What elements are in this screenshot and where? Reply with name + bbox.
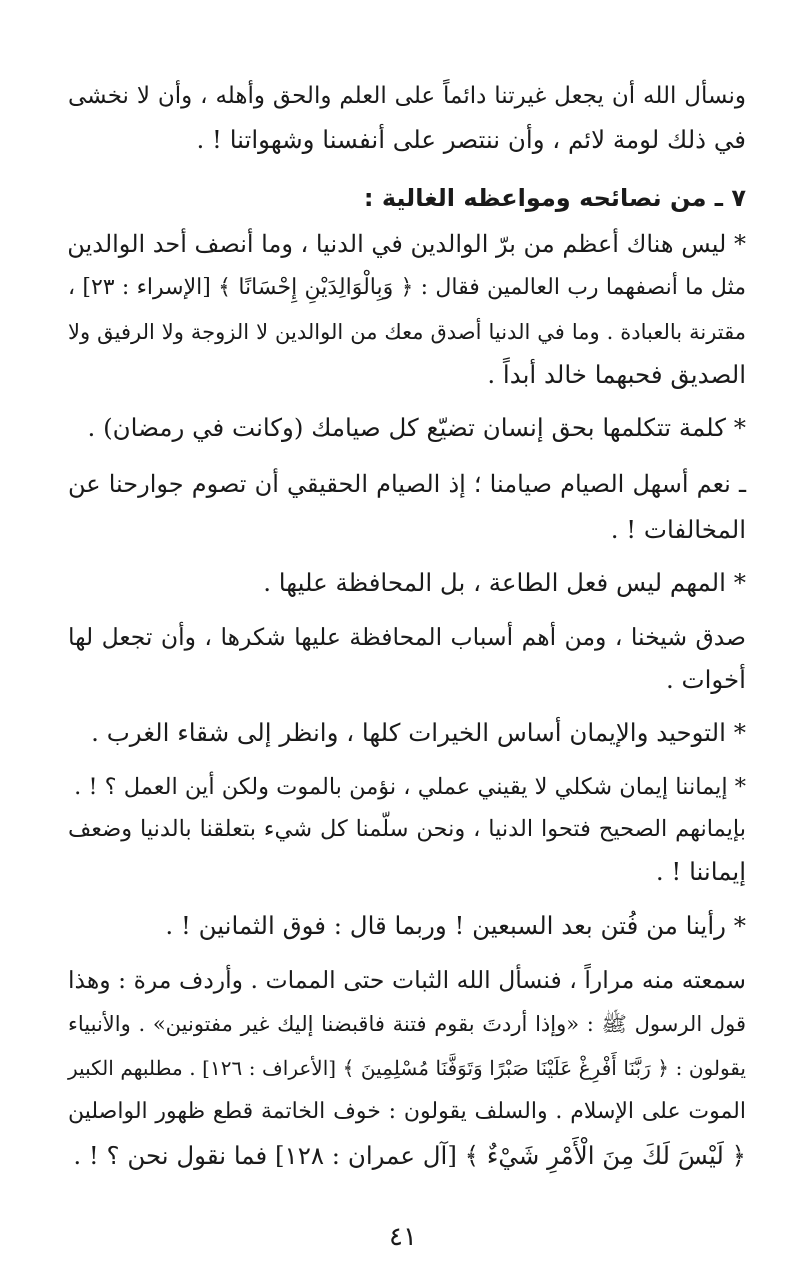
text-line: ﴿ لَيْسَ لَكَ مِنَ الْأَمْرِ شَيْءٌ ﴾ [آل عمران : ١٢٨] فما نقول نحن ؟ ! .	[73, 1141, 746, 1170]
text-line: صدق شيخنا ، ومن أهم أسباب المحافظة عليها شكرها ، وأن تجعل لها	[68, 623, 746, 651]
text-line: * ليس هناك أعظم من برّ الوالدين في الدنيا ، وما أنصف أحد الوالدين	[67, 230, 746, 258]
text-line: * رأينا من فُتن بعد السبعين ! وربما قال : فوق الثمانين ! .	[165, 911, 746, 940]
text-line: مثل ما أنصفهما رب العالمين فقال : ﴿ وَبِالْوَالِدَيْنِ إِحْسَانًا ﴾ [الإسراء : ٢٣] ،	[68, 275, 746, 300]
text-line: في ذلك لومة لائم ، وأن ننتصر على أنفسنا وشهواتنا ! .	[196, 125, 746, 154]
page-number: ٤١	[389, 1222, 417, 1252]
text-line: يقولون : ﴿ رَبَّنَا أَفْرِغْ عَلَيْنَا صَبْرًا وَتَوَفَّنَا مُسْلِمِينَ ﴾ [الأعراف : ١٢٦] . مطلبهم الكبير	[68, 1056, 746, 1080]
text-line: مقترنة بالعبادة . وما في الدنيا أصدق معك من الوالدين لا الزوجة ولا الرفيق ولا	[68, 320, 746, 344]
text-line: ـ نعم أسهل الصيام صيامنا ؛ إذ الصيام الحقيقي أن تصوم جوارحنا عن	[68, 470, 746, 498]
text-line: بإيمانهم الصحيح فتحوا الدنيا ، ونحن سلّمنا كل شيء بتعلقنا بالدنيا وضعف	[68, 816, 746, 842]
section-heading: ٧ ـ من نصائحه ومواعظه الغالية :	[363, 184, 746, 212]
text-line: سمعته منه مراراً ، فنسأل الله الثبات حتى الممات . وأردف مرة : وهذا	[68, 966, 746, 994]
text-line: إيماننا ! .	[655, 857, 746, 886]
text-line: ونسأل الله أن يجعل غيرتنا دائماً على العلم والحق وأهله ، وأن لا نخشى	[68, 83, 746, 109]
text-line: أخوات .	[665, 665, 746, 694]
text-line: * كلمة تتكلمها بحق إنسان تضيّع كل صيامك (وكانت في رمضان) .	[87, 413, 746, 442]
text-line: * التوحيد والإيمان أساس الخيرات كلها ، وانظر إلى شقاء الغرب .	[91, 718, 746, 747]
text-line: قول الرسول ﷺ : «وإذا أردتَ بقوم فتنة فاقبضنا إليك غير مفتونين» . والأنبياء	[68, 1012, 746, 1036]
text-line: * إيماننا إيمان شكلي لا يقيني عملي ، نؤمن بالموت ولكن أين العمل ؟ ! .	[74, 774, 746, 800]
text-line: المخالفات ! .	[610, 515, 746, 544]
text-line: الموت على الإسلام . والسلف يقولون : خوف الخاتمة قطع ظهور الواصلين	[68, 1099, 746, 1124]
text-line: الصديق فحبهما خالد أبداً .	[487, 360, 746, 389]
text-line: * المهم ليس فعل الطاعة ، بل المحافظة عليها .	[263, 568, 746, 597]
